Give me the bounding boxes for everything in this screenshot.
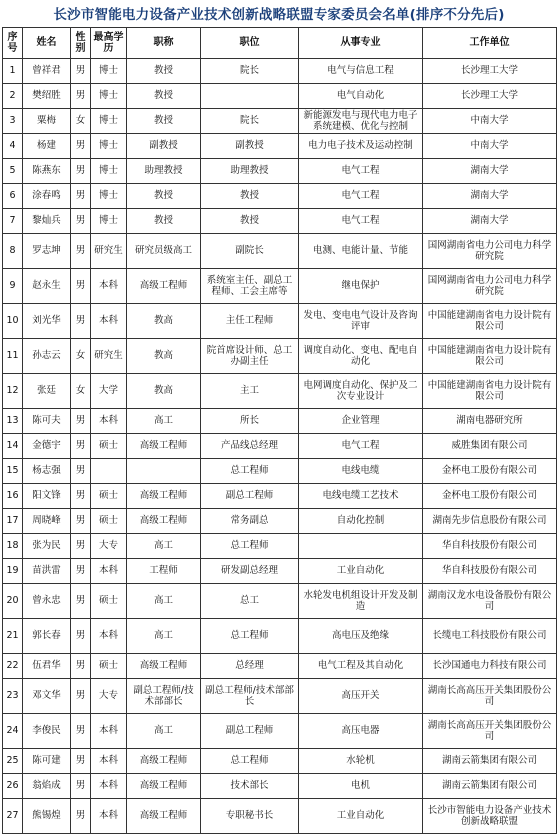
cell-name: 樊绍胜 — [23, 84, 71, 109]
table-row — [3, 749, 557, 774]
cell-name: 孙志云 — [23, 339, 71, 374]
cell-name: 罗志坤 — [23, 234, 71, 269]
cell-major: 发电、变电电气设计及咨询评审 — [299, 304, 423, 339]
cell-major: 电线电缆 — [299, 459, 423, 484]
cell-unit: 中国能建湖南省电力设计院有限公司 — [423, 304, 557, 339]
cell-name: 陈可夫 — [23, 409, 71, 434]
table-row — [3, 534, 557, 559]
cell-title: 高工 — [127, 619, 201, 654]
cell-name: 周晓峰 — [23, 509, 71, 534]
cell-position: 总工程师 — [201, 459, 299, 484]
cell-title: 高工 — [127, 409, 201, 434]
header-unit: 工作单位 — [423, 28, 557, 59]
cell-unit: 金杯电工股份有限公司 — [423, 484, 557, 509]
cell-education: 博士 — [91, 134, 127, 159]
cell-gender: 男 — [71, 799, 91, 834]
cell-gender: 男 — [71, 774, 91, 799]
cell-title: 副教授 — [127, 134, 201, 159]
cell-education: 博士 — [91, 184, 127, 209]
cell-seq: 19 — [3, 559, 23, 584]
cell-position: 副院长 — [201, 234, 299, 269]
table-row — [3, 109, 557, 134]
table-row — [3, 459, 557, 484]
table-row — [3, 434, 557, 459]
cell-unit: 湖南电器研究所 — [423, 409, 557, 434]
cell-position: 研发副总经理 — [201, 559, 299, 584]
cell-title: 助理教授 — [127, 159, 201, 184]
cell-education: 硕士 — [91, 509, 127, 534]
table-row — [3, 159, 557, 184]
cell-position: 副教授 — [201, 134, 299, 159]
cell-position: 主任工程师 — [201, 304, 299, 339]
cell-gender: 男 — [71, 184, 91, 209]
cell-gender: 男 — [71, 484, 91, 509]
cell-unit: 国网湖南省电力公司电力科学研究院 — [423, 269, 557, 304]
cell-unit: 湖南长高高压开关集团股份公司 — [423, 714, 557, 749]
table-row — [3, 59, 557, 84]
cell-title: 教授 — [127, 84, 201, 109]
cell-major: 企业管理 — [299, 409, 423, 434]
cell-name: 邓文华 — [23, 679, 71, 714]
cell-name: 张廷 — [23, 374, 71, 409]
cell-education: 硕士 — [91, 484, 127, 509]
header-major: 从事专业 — [299, 28, 423, 59]
cell-major: 调度自动化、变电、配电自动化 — [299, 339, 423, 374]
cell-education: 博士 — [91, 159, 127, 184]
cell-seq: 21 — [3, 619, 23, 654]
cell-seq: 27 — [3, 799, 23, 834]
cell-position — [201, 84, 299, 109]
cell-name: 曾祥君 — [23, 59, 71, 84]
cell-unit: 中国能建湖南省电力设计院有限公司 — [423, 339, 557, 374]
cell-position: 总工程师 — [201, 749, 299, 774]
cell-gender: 男 — [71, 304, 91, 339]
cell-education: 本科 — [91, 559, 127, 584]
cell-gender: 男 — [71, 134, 91, 159]
cell-name: 刘光华 — [23, 304, 71, 339]
cell-name: 阳文锋 — [23, 484, 71, 509]
cell-major: 水轮发电机组设计开发及制造 — [299, 584, 423, 619]
cell-title: 研究员级高工 — [127, 234, 201, 269]
table-row — [3, 484, 557, 509]
table-row — [3, 774, 557, 799]
cell-title: 教高 — [127, 374, 201, 409]
cell-gender: 男 — [71, 714, 91, 749]
cell-name: 杨志强 — [23, 459, 71, 484]
cell-major: 工业自动化 — [299, 559, 423, 584]
cell-title: 高级工程师 — [127, 799, 201, 834]
cell-position: 助理教授 — [201, 159, 299, 184]
cell-unit: 华自科技股份有限公司 — [423, 534, 557, 559]
cell-education: 本科 — [91, 304, 127, 339]
cell-education: 本科 — [91, 269, 127, 304]
cell-gender: 男 — [71, 749, 91, 774]
cell-major: 电气工程 — [299, 184, 423, 209]
cell-title: 高工 — [127, 714, 201, 749]
cell-seq: 9 — [3, 269, 23, 304]
table-row — [3, 654, 557, 679]
cell-name: 粟梅 — [23, 109, 71, 134]
cell-education: 本科 — [91, 619, 127, 654]
cell-education: 大专 — [91, 534, 127, 559]
cell-education: 博士 — [91, 109, 127, 134]
cell-name: 赵永生 — [23, 269, 71, 304]
cell-seq: 20 — [3, 584, 23, 619]
cell-education: 本科 — [91, 799, 127, 834]
cell-name: 苗洪雷 — [23, 559, 71, 584]
cell-title: 教授 — [127, 184, 201, 209]
cell-seq: 12 — [3, 374, 23, 409]
cell-title: 高级工程师 — [127, 774, 201, 799]
cell-education: 本科 — [91, 749, 127, 774]
cell-position: 副总工程师 — [201, 484, 299, 509]
table-row — [3, 509, 557, 534]
cell-gender: 男 — [71, 59, 91, 84]
cell-gender: 女 — [71, 339, 91, 374]
cell-name: 曾永忠 — [23, 584, 71, 619]
table-row — [3, 679, 557, 714]
cell-gender: 男 — [71, 509, 91, 534]
cell-title: 教授 — [127, 109, 201, 134]
cell-position: 院首席设计师、总工办副主任 — [201, 339, 299, 374]
cell-name: 黎灿兵 — [23, 209, 71, 234]
cell-unit: 湖南长高高压开关集团股份公司 — [423, 679, 557, 714]
cell-major — [299, 534, 423, 559]
cell-education: 硕士 — [91, 434, 127, 459]
cell-unit: 中南大学 — [423, 109, 557, 134]
cell-seq: 1 — [3, 59, 23, 84]
cell-gender: 男 — [71, 559, 91, 584]
cell-unit: 长沙理工大学 — [423, 84, 557, 109]
cell-gender: 男 — [71, 209, 91, 234]
cell-position: 常务副总 — [201, 509, 299, 534]
cell-position: 教授 — [201, 184, 299, 209]
cell-name: 陈可建 — [23, 749, 71, 774]
cell-position: 院长 — [201, 59, 299, 84]
cell-gender: 男 — [71, 584, 91, 619]
cell-position: 教授 — [201, 209, 299, 234]
cell-major: 继电保护 — [299, 269, 423, 304]
cell-name: 张为民 — [23, 534, 71, 559]
cell-seq: 16 — [3, 484, 23, 509]
cell-major: 电气与信息工程 — [299, 59, 423, 84]
cell-seq: 14 — [3, 434, 23, 459]
cell-name: 郭长春 — [23, 619, 71, 654]
table-row — [3, 584, 557, 619]
cell-name: 伍君华 — [23, 654, 71, 679]
header-name: 姓名 — [23, 28, 71, 59]
cell-major: 高压电器 — [299, 714, 423, 749]
cell-title: 高级工程师 — [127, 749, 201, 774]
cell-title: 工程师 — [127, 559, 201, 584]
cell-major: 自动化控制 — [299, 509, 423, 534]
cell-gender: 男 — [71, 434, 91, 459]
cell-unit: 湖南汉龙水电设备股份有限公司 — [423, 584, 557, 619]
cell-education: 本科 — [91, 714, 127, 749]
cell-position: 院长 — [201, 109, 299, 134]
cell-seq: 13 — [3, 409, 23, 434]
cell-education: 硕士 — [91, 654, 127, 679]
cell-gender: 男 — [71, 269, 91, 304]
cell-title: 高级工程师 — [127, 484, 201, 509]
cell-position: 总工 — [201, 584, 299, 619]
cell-position: 专职秘书长 — [201, 799, 299, 834]
cell-name: 金德宇 — [23, 434, 71, 459]
table-row — [3, 374, 557, 409]
expert-committee-table — [2, 27, 557, 834]
cell-seq: 23 — [3, 679, 23, 714]
table-row — [3, 134, 557, 159]
table-row — [3, 304, 557, 339]
table-row — [3, 84, 557, 109]
header-gender: 性别 — [71, 28, 91, 59]
cell-major: 电气工程及其自动化 — [299, 654, 423, 679]
cell-position: 总经理 — [201, 654, 299, 679]
table-row — [3, 799, 557, 834]
cell-title — [127, 459, 201, 484]
cell-title: 教高 — [127, 304, 201, 339]
cell-education: 大学 — [91, 374, 127, 409]
table-row — [3, 209, 557, 234]
cell-position: 主工 — [201, 374, 299, 409]
cell-name: 涂春鸣 — [23, 184, 71, 209]
cell-major: 电气工程 — [299, 434, 423, 459]
cell-position: 系统室主任、副总工程师、工会主席等 — [201, 269, 299, 304]
cell-major: 电气自动化 — [299, 84, 423, 109]
cell-education: 硕士 — [91, 584, 127, 619]
cell-major: 电线电缆工艺技术 — [299, 484, 423, 509]
cell-title: 教高 — [127, 339, 201, 374]
cell-seq: 5 — [3, 159, 23, 184]
table-row — [3, 184, 557, 209]
cell-seq: 15 — [3, 459, 23, 484]
cell-education — [91, 459, 127, 484]
cell-seq: 10 — [3, 304, 23, 339]
cell-seq: 18 — [3, 534, 23, 559]
cell-seq: 2 — [3, 84, 23, 109]
cell-seq: 3 — [3, 109, 23, 134]
document-title: 长沙市智能电力设备产业技术创新战略联盟专家委员会名单(排序不分先后) — [53, 7, 505, 23]
cell-gender: 男 — [71, 84, 91, 109]
cell-major: 新能源发电与现代电力电子系统建模、优化与控制 — [299, 109, 423, 134]
cell-unit: 湖南大学 — [423, 209, 557, 234]
cell-seq: 25 — [3, 749, 23, 774]
cell-unit: 长缆电工科技股份有限公司 — [423, 619, 557, 654]
cell-gender: 男 — [71, 409, 91, 434]
cell-major: 电机 — [299, 774, 423, 799]
cell-name: 翁焰成 — [23, 774, 71, 799]
cell-unit: 长沙国通电力科技有限公司 — [423, 654, 557, 679]
cell-seq: 4 — [3, 134, 23, 159]
header-seq: 序号 — [3, 28, 23, 59]
cell-name: 熊锡煌 — [23, 799, 71, 834]
cell-gender: 男 — [71, 534, 91, 559]
table-row — [3, 559, 557, 584]
header-title: 职称 — [127, 28, 201, 59]
cell-education: 大专 — [91, 679, 127, 714]
cell-title: 高工 — [127, 584, 201, 619]
cell-unit: 长沙市智能电力设备产业技术创新战略联盟 — [423, 799, 557, 834]
cell-major: 电力电子技术及运动控制 — [299, 134, 423, 159]
cell-title: 教授 — [127, 59, 201, 84]
cell-seq: 7 — [3, 209, 23, 234]
cell-unit: 湖南大学 — [423, 159, 557, 184]
table-row — [3, 409, 557, 434]
cell-unit: 金杯电工股份有限公司 — [423, 459, 557, 484]
cell-seq: 17 — [3, 509, 23, 534]
cell-gender: 女 — [71, 374, 91, 409]
cell-gender: 男 — [71, 654, 91, 679]
cell-position: 副总工程师 — [201, 714, 299, 749]
cell-unit: 湖南先步信息股份有限公司 — [423, 509, 557, 534]
cell-name: 陈燕东 — [23, 159, 71, 184]
cell-gender: 男 — [71, 459, 91, 484]
cell-seq: 24 — [3, 714, 23, 749]
table-row — [3, 714, 557, 749]
cell-unit: 湖南大学 — [423, 184, 557, 209]
cell-name: 李俊民 — [23, 714, 71, 749]
cell-education: 研究生 — [91, 339, 127, 374]
cell-position: 产品线总经理 — [201, 434, 299, 459]
table-row — [3, 619, 557, 654]
cell-position: 所长 — [201, 409, 299, 434]
cell-education: 博士 — [91, 84, 127, 109]
cell-title: 高级工程师 — [127, 509, 201, 534]
cell-position: 技术部长 — [201, 774, 299, 799]
cell-major: 电气工程 — [299, 159, 423, 184]
table-body — [3, 59, 557, 834]
cell-unit: 湖南云箭集团有限公司 — [423, 774, 557, 799]
table-row — [3, 269, 557, 304]
cell-major: 电气工程 — [299, 209, 423, 234]
cell-major: 工业自动化 — [299, 799, 423, 834]
cell-title: 副总工程师/技术部部长 — [127, 679, 201, 714]
cell-education: 博士 — [91, 59, 127, 84]
cell-unit: 国网湖南省电力公司电力科学研究院 — [423, 234, 557, 269]
cell-education: 本科 — [91, 774, 127, 799]
cell-major: 高电压及绝缘 — [299, 619, 423, 654]
cell-position: 总工程师 — [201, 534, 299, 559]
cell-gender: 男 — [71, 619, 91, 654]
table-row — [3, 234, 557, 269]
cell-position: 总工程师 — [201, 619, 299, 654]
header-position: 职位 — [201, 28, 299, 59]
cell-gender: 男 — [71, 159, 91, 184]
cell-education: 研究生 — [91, 234, 127, 269]
cell-unit: 威胜集团有限公司 — [423, 434, 557, 459]
cell-seq: 22 — [3, 654, 23, 679]
cell-unit: 中南大学 — [423, 134, 557, 159]
cell-title: 高工 — [127, 534, 201, 559]
table-row — [3, 339, 557, 374]
cell-seq: 8 — [3, 234, 23, 269]
cell-major: 水轮机 — [299, 749, 423, 774]
cell-title: 教授 — [127, 209, 201, 234]
cell-title: 高级工程师 — [127, 654, 201, 679]
cell-education: 博士 — [91, 209, 127, 234]
cell-gender: 男 — [71, 679, 91, 714]
cell-unit: 华自科技股份有限公司 — [423, 559, 557, 584]
cell-title: 高级工程师 — [127, 434, 201, 459]
table-header-row — [3, 28, 557, 59]
cell-gender: 女 — [71, 109, 91, 134]
cell-major: 高压开关 — [299, 679, 423, 714]
cell-name: 杨建 — [23, 134, 71, 159]
cell-seq: 26 — [3, 774, 23, 799]
cell-seq: 11 — [3, 339, 23, 374]
header-education: 最高学历 — [91, 28, 127, 59]
cell-title: 高级工程师 — [127, 269, 201, 304]
cell-education: 本科 — [91, 409, 127, 434]
cell-unit: 中国能建湖南省电力设计院有限公司 — [423, 374, 557, 409]
cell-unit: 湖南云箭集团有限公司 — [423, 749, 557, 774]
cell-seq: 6 — [3, 184, 23, 209]
cell-position: 副总工程师/技术部部长 — [201, 679, 299, 714]
cell-gender: 男 — [71, 234, 91, 269]
cell-major: 电测、电能计量、节能 — [299, 234, 423, 269]
cell-major: 电网调度自动化、保护及二次专业设计 — [299, 374, 423, 409]
cell-unit: 长沙理工大学 — [423, 59, 557, 84]
